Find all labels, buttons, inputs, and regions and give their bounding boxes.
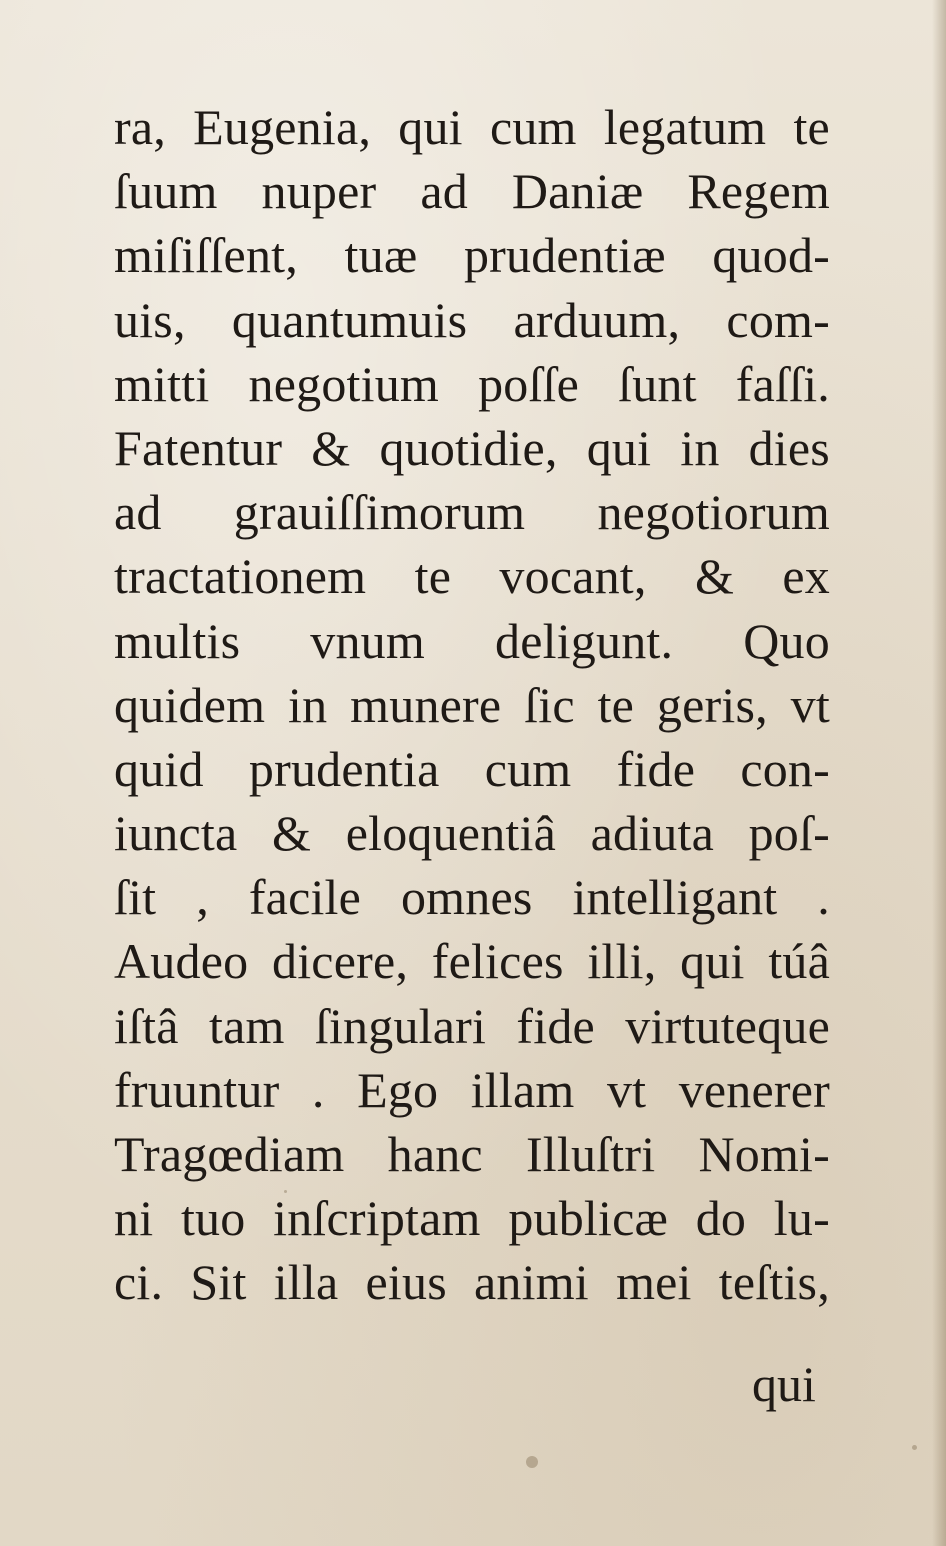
paper-speck: [912, 1445, 917, 1450]
word: ex: [782, 548, 830, 605]
word: ci.: [114, 1254, 164, 1311]
text-line: [114, 801, 830, 865]
word: ſunt: [618, 355, 697, 412]
word: poſ-: [748, 805, 830, 862]
word: cum: [484, 740, 572, 797]
word: Tragœdiam: [114, 1126, 345, 1182]
word: &: [694, 548, 735, 605]
word: teſtis,: [718, 1254, 830, 1311]
word: in: [288, 676, 328, 733]
text-line: [114, 352, 830, 416]
page-edge-shadow: [932, 0, 946, 1546]
text-line: [114, 865, 830, 929]
word: prudentia: [248, 740, 440, 797]
paper-speck: [526, 1456, 538, 1468]
word: felices: [431, 933, 564, 990]
text-line: [114, 673, 830, 737]
word: te: [793, 99, 830, 155]
word: vt: [790, 676, 830, 733]
word: nuper: [261, 163, 377, 220]
catchword: qui: [752, 1356, 816, 1412]
word: quantumuis: [231, 291, 468, 348]
word: eloquentiâ: [345, 805, 556, 862]
word: eius: [365, 1254, 447, 1311]
word: legatum: [603, 99, 767, 155]
word: qui: [398, 99, 463, 155]
word: tam: [208, 997, 285, 1054]
word: ſingulari: [314, 997, 487, 1054]
word: &: [272, 805, 312, 862]
text-line: [114, 95, 830, 159]
word: qui: [680, 933, 745, 990]
word: adiuta: [590, 805, 714, 862]
word: te: [414, 548, 452, 605]
text-line: [114, 223, 830, 287]
word: hanc: [387, 1126, 483, 1182]
word: munere: [350, 676, 502, 733]
word: deligunt.: [495, 612, 674, 669]
word: quotidie,: [379, 419, 558, 476]
text-line: [114, 994, 830, 1058]
text-line: [114, 544, 830, 608]
word: lu-: [773, 1190, 830, 1247]
text-line: [114, 416, 830, 480]
word: iſtâ: [114, 997, 179, 1054]
word: prudentiæ: [463, 227, 666, 284]
word: Regem: [687, 163, 830, 220]
word: inſcriptam: [273, 1190, 481, 1247]
word: ſuum: [114, 163, 218, 220]
word: Daniæ: [511, 163, 644, 220]
word: túâ: [768, 933, 830, 990]
paper-speck: [284, 1190, 287, 1193]
word: mitti: [114, 355, 210, 412]
word: con-: [740, 740, 830, 797]
word: Nomi-: [698, 1126, 830, 1182]
text-line: [114, 1058, 830, 1122]
word: iuncta: [114, 805, 238, 862]
word: in: [680, 419, 720, 476]
word: intelligant: [572, 869, 778, 926]
word: poſſe: [478, 355, 580, 412]
text-line: [114, 480, 830, 544]
word: ad: [114, 484, 162, 541]
word: negotium: [248, 355, 439, 412]
word: quidem: [114, 676, 266, 733]
word: te: [597, 676, 635, 733]
word: negotiorum: [597, 484, 830, 541]
word: ni: [114, 1190, 154, 1247]
word: fide: [516, 997, 595, 1054]
word: ad: [420, 163, 468, 220]
word: qui: [586, 419, 652, 476]
word: venerer: [678, 1061, 830, 1118]
word: arduum,: [513, 291, 681, 348]
text-line: [114, 737, 830, 801]
word: vocant,: [499, 548, 647, 605]
word: fruuntur: [114, 1061, 280, 1118]
word: .: [311, 1061, 325, 1118]
word: tuæ: [344, 227, 418, 284]
word: grauiſſimorum: [233, 484, 526, 541]
word: Fatentur: [114, 419, 283, 476]
word: ſit: [114, 869, 157, 926]
word: uis,: [114, 291, 186, 348]
word: com-: [726, 291, 830, 348]
word: do: [695, 1190, 747, 1247]
word: ,: [196, 869, 209, 926]
text-line: [114, 929, 830, 993]
text-line: [114, 1122, 830, 1186]
word: animi: [474, 1254, 589, 1311]
word: Quo: [743, 612, 830, 669]
word: tuo: [180, 1190, 246, 1247]
word: vt: [606, 1061, 647, 1118]
word: .: [817, 869, 830, 926]
word: cum: [489, 99, 577, 155]
word: multis: [114, 612, 241, 669]
text-line: [114, 288, 830, 352]
word: dies: [748, 419, 830, 476]
word: miſiſſent,: [114, 227, 298, 284]
word: dicere,: [272, 933, 409, 990]
word: virtuteque: [625, 997, 830, 1054]
word: ra,: [114, 99, 166, 155]
word: geris,: [656, 676, 768, 733]
word: Sit: [190, 1254, 247, 1311]
text-line: [114, 1250, 830, 1314]
text-line: [114, 609, 830, 673]
word: illi,: [587, 933, 657, 990]
word: illam: [470, 1061, 575, 1118]
text-line: [114, 159, 830, 223]
word: tractationem: [114, 548, 367, 605]
word: quod-: [712, 227, 830, 284]
word: publicæ: [508, 1190, 669, 1247]
word: Illuſtri: [525, 1126, 656, 1182]
word: faſſi.: [735, 355, 830, 412]
word: fide: [616, 740, 696, 797]
word: quid: [114, 740, 204, 797]
word: Ego: [357, 1061, 439, 1118]
word: illa: [273, 1254, 339, 1311]
word: mei: [616, 1254, 692, 1311]
word: Eugenia,: [193, 99, 372, 155]
word: ſic: [524, 676, 575, 733]
word: facile: [248, 869, 362, 926]
word: vnum: [310, 612, 425, 669]
text-line: [114, 1186, 830, 1250]
word: omnes: [400, 869, 533, 926]
word: &: [311, 419, 351, 476]
body-text: [114, 95, 830, 1315]
word: Audeo: [114, 933, 249, 990]
